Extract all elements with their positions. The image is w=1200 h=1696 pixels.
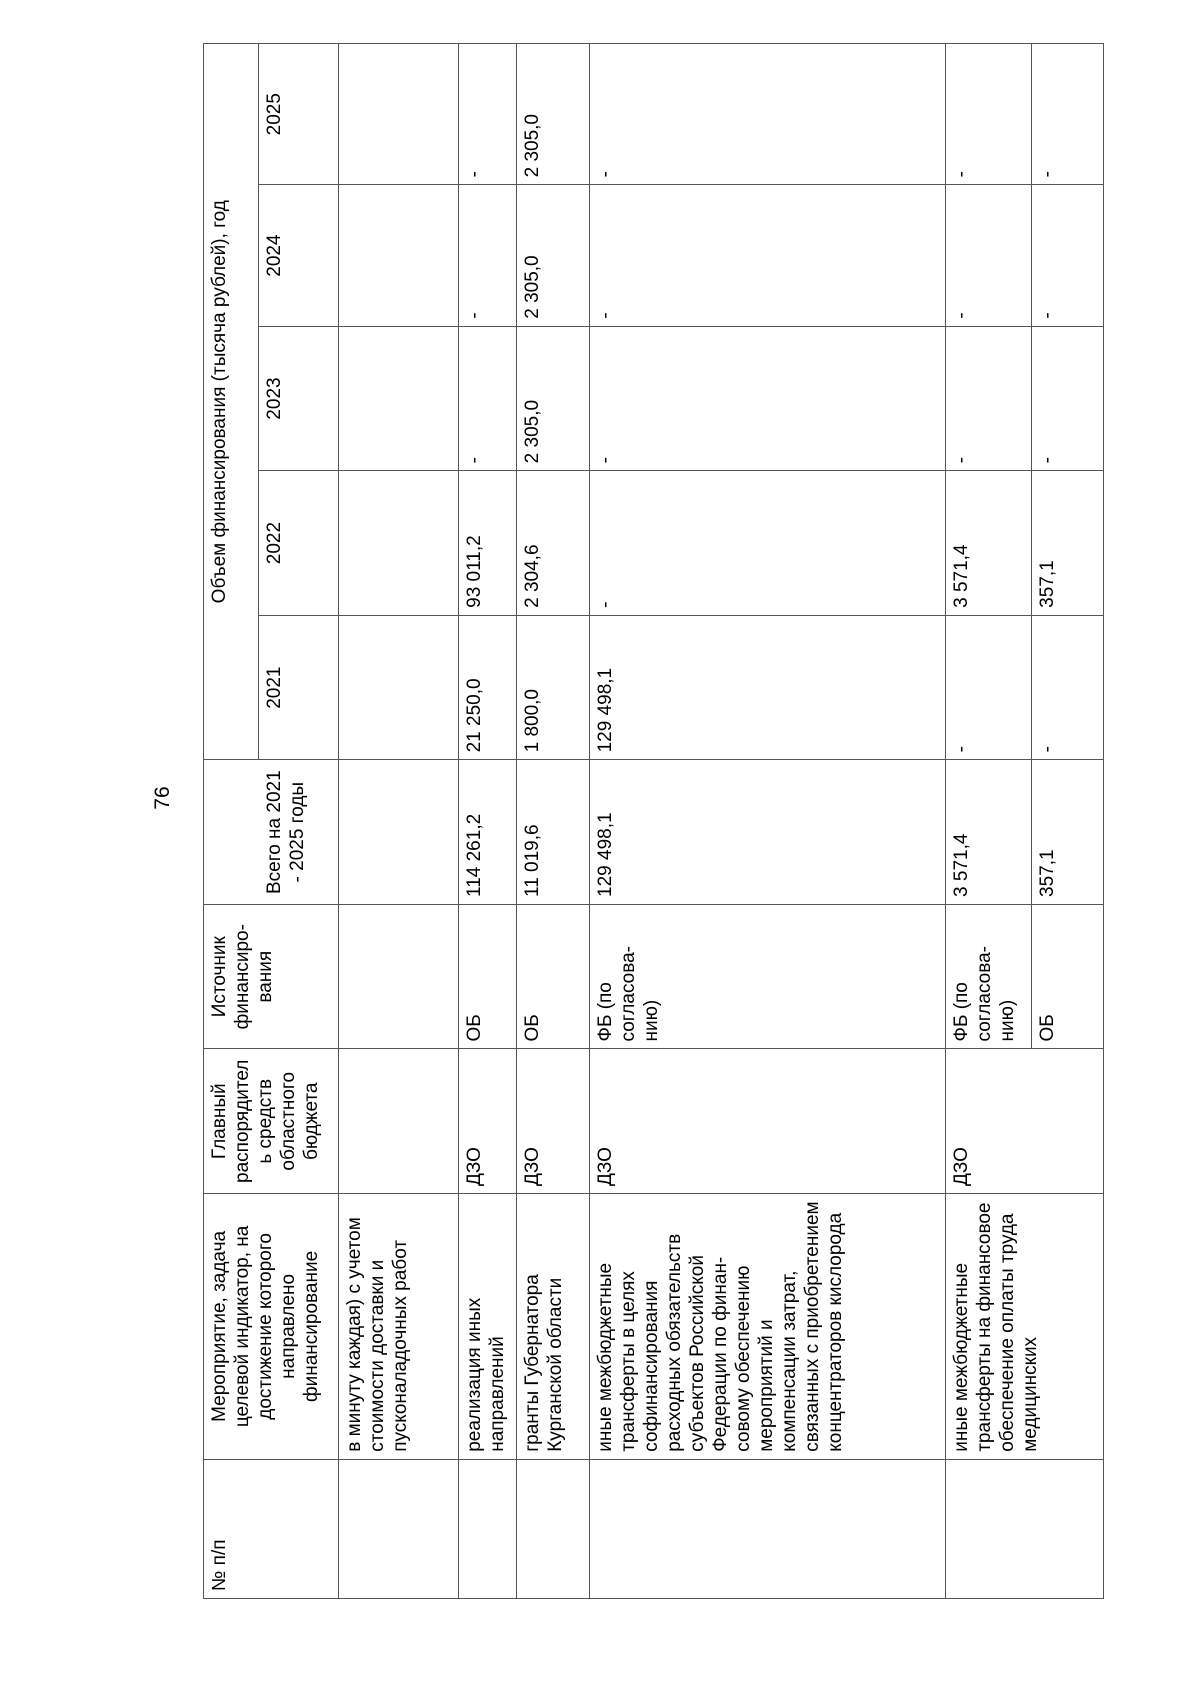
cell-2022: - xyxy=(590,471,946,616)
cell-no xyxy=(459,1459,517,1598)
cell-source: ОБ xyxy=(517,904,590,1049)
table-row xyxy=(946,44,1032,1599)
cell-2022 xyxy=(339,471,459,616)
cell-2023: - xyxy=(1032,326,1104,471)
cell-2023: 2 305,0 xyxy=(517,326,590,471)
cell-2024 xyxy=(339,185,459,326)
cell-2021: 1 800,0 xyxy=(517,615,590,760)
header-year-2021: 2021 xyxy=(259,615,339,760)
cell-total: 3 571,4 xyxy=(946,760,1032,905)
header-year-2023: 2023 xyxy=(259,326,339,471)
table-row xyxy=(339,44,459,1599)
cell-measure: в минуту каждая) с учетом стоимости доставки и пусконаладочных работ xyxy=(339,1194,459,1460)
cell-2024: - xyxy=(1032,185,1104,326)
cell-2024: 2 305,0 xyxy=(517,185,590,326)
cell-manager: ДЗО xyxy=(459,1049,517,1194)
cell-2021: 21 250,0 xyxy=(459,615,517,760)
cell-2022: 93 011,2 xyxy=(459,471,517,616)
cell-2021: 129 498,1 xyxy=(590,615,946,760)
cell-2022: 357,1 xyxy=(1032,471,1104,616)
cell-measure: иные межбюджетные трансферты в целях софинансирования расходных обязательств субъектов Российской Федерации по финан-совому обеспечению мероприятий и компенсации затрат, связанных с приобретением концентраторов кислорода xyxy=(590,1194,946,1460)
cell-manager: ДЗО xyxy=(946,1049,1104,1194)
cell-2025: - xyxy=(459,44,517,185)
cell-2025: - xyxy=(1032,44,1104,185)
cell-total: 11 019,6 xyxy=(517,760,590,905)
header-source: Источник финансиро-вания xyxy=(204,904,339,1049)
cell-2021: - xyxy=(946,615,1032,760)
cell-no xyxy=(517,1459,590,1598)
cell-2025: 2 305,0 xyxy=(517,44,590,185)
cell-total xyxy=(339,760,459,905)
header-volume: Объем финансирования (тысяча рублей), год xyxy=(204,44,259,760)
cell-manager xyxy=(339,1049,459,1194)
cell-measure: иные межбюджетные трансферты на финансовое обеспечение оплаты труда медицинских xyxy=(946,1194,1104,1460)
cell-2023: - xyxy=(459,326,517,471)
cell-measure: реализация иных направлений xyxy=(459,1194,517,1460)
cell-total: 129 498,1 xyxy=(590,760,946,905)
cell-2024: - xyxy=(459,185,517,326)
cell-no xyxy=(946,1459,1104,1598)
table-row xyxy=(517,44,590,1599)
cell-total: 357,1 xyxy=(1032,760,1104,905)
cell-source: ФБ (по согласова-нию) xyxy=(946,904,1032,1049)
cell-2024: - xyxy=(590,185,946,326)
cell-measure: гранты Губернатора Курганской области xyxy=(517,1194,590,1460)
financing-table-rotated xyxy=(203,43,1103,1599)
header-manager: Главный распорядитель средств областного бюджета xyxy=(204,1049,339,1194)
cell-total: 114 261,2 xyxy=(459,760,517,905)
cell-source: ОБ xyxy=(459,904,517,1049)
table-row xyxy=(459,44,517,1599)
header-total: Всего на 2021 - 2025 годы xyxy=(259,760,339,905)
header-total-top xyxy=(204,760,259,905)
cell-2023: - xyxy=(946,326,1032,471)
cell-2024: - xyxy=(946,185,1032,326)
cell-source xyxy=(339,904,459,1049)
cell-source: ОБ xyxy=(1032,904,1104,1049)
cell-2025: - xyxy=(590,44,946,185)
header-year-2022: 2022 xyxy=(259,471,339,616)
cell-2022: 3 571,4 xyxy=(946,471,1032,616)
cell-no xyxy=(339,1459,459,1598)
header-no: № п/п xyxy=(204,1459,339,1598)
page-number: 76 xyxy=(151,786,174,810)
header-year-2025: 2025 xyxy=(259,44,339,185)
table-row xyxy=(590,44,946,1599)
cell-no xyxy=(590,1459,946,1598)
cell-2022: 2 304,6 xyxy=(517,471,590,616)
cell-manager: ДЗО xyxy=(590,1049,946,1194)
cell-2025: - xyxy=(946,44,1032,185)
cell-manager: ДЗО xyxy=(517,1049,590,1194)
cell-2025 xyxy=(339,44,459,185)
cell-source: ФБ (по согласова-нию) xyxy=(590,904,946,1049)
header-year-2024: 2024 xyxy=(259,185,339,326)
cell-2021: - xyxy=(1032,615,1104,760)
cell-2021 xyxy=(339,615,459,760)
financing-table xyxy=(203,43,1104,1599)
cell-2023 xyxy=(339,326,459,471)
header-measure: Мероприятие, задача целевой индикатор, на достижение которого направлено финансирование xyxy=(204,1194,339,1460)
cell-2023: - xyxy=(590,326,946,471)
